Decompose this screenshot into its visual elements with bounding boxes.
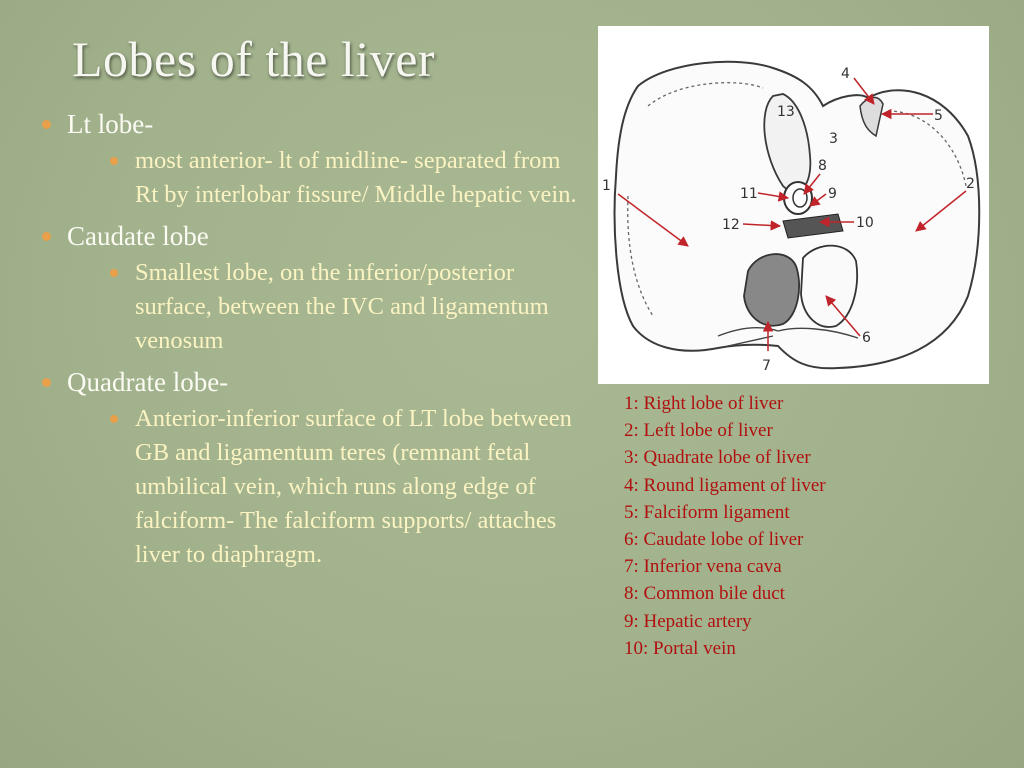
bullet-text: Quadrate lobe- [67, 367, 229, 397]
sub-bullet [107, 144, 580, 212]
legend-item: 7: Inferior vena cava [624, 556, 782, 578]
legend-item: 6: Caudate lobe of liver [624, 529, 804, 551]
legend-item: 1: Right lobe of liver [624, 393, 784, 414]
sub-bullet-text: most anterior- lt of midline- separated from Rt by interlobar fissure/ Middle hepatic vein. [135, 147, 577, 208]
bullet-text: Caudate lobe [67, 221, 209, 251]
slide-title: Lobes of the liver [72, 31, 436, 87]
bullet-dot-icon [42, 232, 51, 241]
liver-diagram [598, 26, 989, 384]
label-4: 4 [841, 66, 850, 82]
bullet-quadrate-lobe [40, 366, 580, 572]
legend-item: 4: Round ligament of liver [624, 474, 826, 496]
sub-bullet [107, 256, 580, 358]
label-1: 1 [602, 178, 611, 194]
sub-bullet-dot-icon [110, 269, 118, 277]
bullet-dot-icon [42, 120, 51, 129]
liver-illustration [598, 26, 989, 384]
label-6: 6 [862, 330, 871, 346]
label-9: 9 [828, 186, 837, 202]
legend-item: 8: Common bile duct [624, 583, 785, 605]
label-8: 8 [818, 158, 827, 174]
bullet-content [40, 108, 580, 580]
bullet-list [40, 108, 580, 572]
sub-bullet-dot-icon [110, 415, 118, 423]
legend-item: 10: Portal vein [624, 637, 736, 659]
sub-bullet-text: Anterior-inferior surface of LT lobe between GB and ligamentum teres (remnant fetal umbilical vein, which runs along edge of falciform- The falciform supports/ attaches liver to diaphragm. [135, 405, 572, 568]
legend-item: 3: Quadrate lobe of liver [624, 447, 811, 469]
label-10: 10 [856, 215, 874, 231]
sub-bullet-text: Smallest lobe, on the inferior/posterior surface, between the IVC and ligamentum venosum [135, 259, 549, 354]
ivc-shape [744, 254, 799, 326]
label-12: 12 [722, 217, 740, 233]
label-11: 11 [740, 186, 758, 202]
figure-legend [624, 390, 826, 662]
sub-bullet [107, 402, 580, 572]
bullet-left-lobe [40, 108, 580, 212]
bullet-text: Lt lobe- [67, 109, 154, 139]
legend-item: 9: Hepatic artery [624, 610, 752, 632]
sub-bullet-list [67, 402, 580, 572]
sub-bullet-list [67, 256, 580, 358]
sub-bullet-list [67, 144, 580, 212]
label-5: 5 [934, 108, 943, 124]
legend-item: 5: Falciform ligament [624, 501, 790, 523]
bullet-dot-icon [42, 378, 51, 387]
bullet-caudate-lobe [40, 220, 580, 358]
label-2: 2 [966, 176, 975, 192]
legend-item: 2: Left lobe of liver [624, 420, 773, 442]
label-13: 13 [777, 104, 795, 120]
label-3: 3 [829, 131, 838, 147]
label-7: 7 [762, 358, 771, 374]
sub-bullet-dot-icon [110, 157, 118, 165]
